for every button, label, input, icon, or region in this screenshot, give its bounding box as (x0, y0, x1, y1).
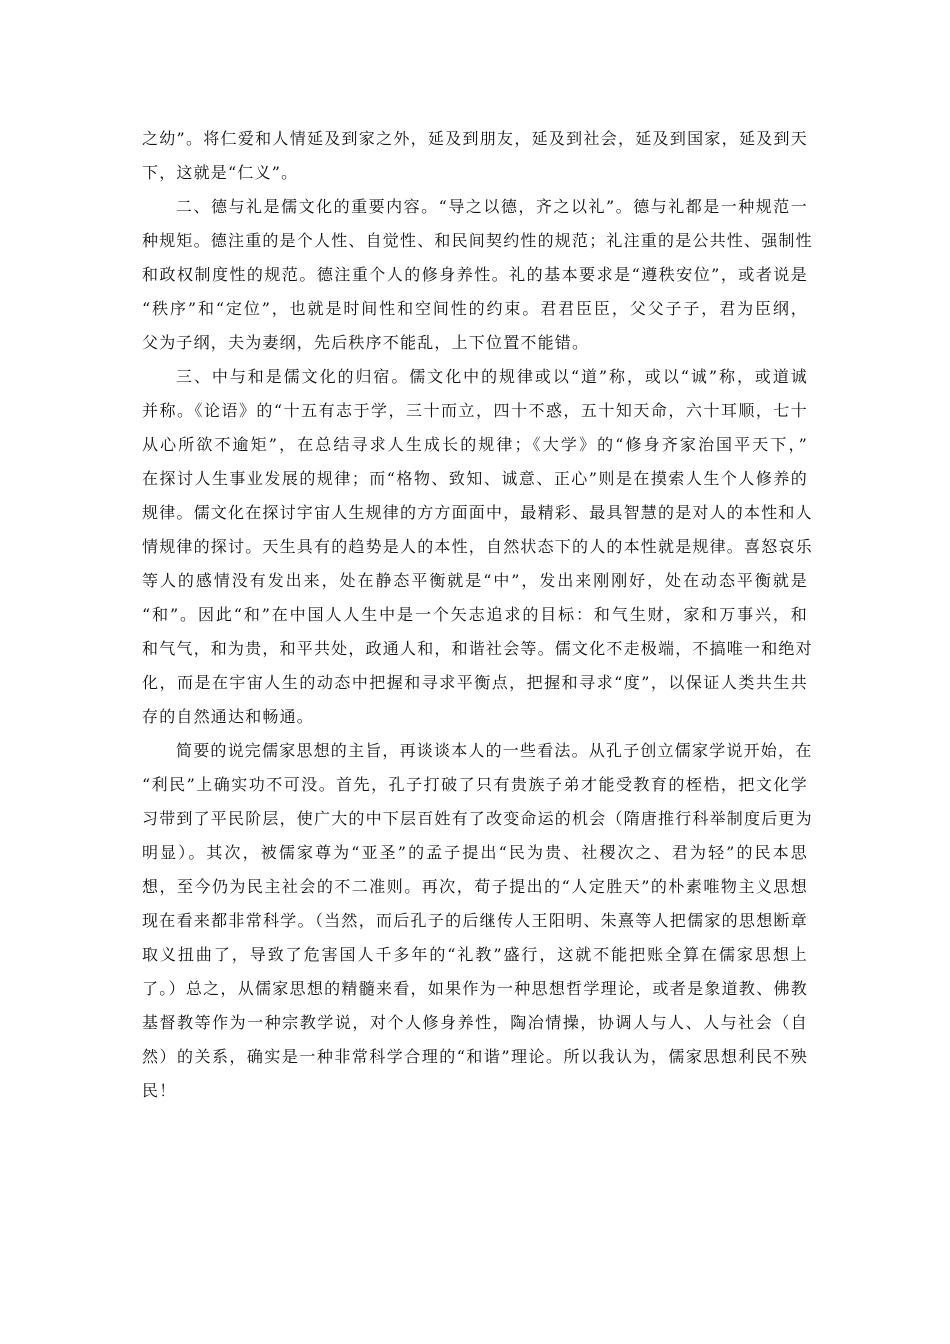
text-line: 规律。儒文化在探讨宇宙人生规律的方方面面中，最精彩、最具智慧的是对人的本性和人 (142, 503, 813, 522)
text-line: 并称。《论语》的“十五有志于学，三十而立，四十不惑，五十知天命，六十耳顺，七十 (142, 401, 808, 420)
text-line: 等人的感情没有发出来，处在静态平衡就是“中”，发出来刚刚好，处在动态平衡就是 (142, 571, 808, 590)
text-line: 在探讨人生事业发展的规律；而“格物、致知、诚意、正心”则是在摸索人生个人修养的 (142, 469, 808, 488)
paragraph-de-yu-li (142, 190, 813, 360)
text-line: 和气气，和为贵，和平共处，政通人和，和谐社会等。儒文化不走极端，不搞唯一和绝对 (142, 639, 813, 658)
text-line: 简要的说完儒家思想的主旨，再谈谈本人的一些看法。从孔子创立儒家学说开始，在 (176, 741, 813, 760)
text-line: 然）的关系，确实是一种非常科学合理的“和谐”理论。所以我认为，儒家思想利民不殃 (142, 1047, 808, 1066)
text-line: 父为子纲，夫为妻纲，先后秩序不能乱，上下位置不能错。 (142, 333, 590, 352)
text-line: 习带到了平民阶层，使广大的中下层百姓有了改变命运的机会（隋唐推行科举制度后更为 (142, 809, 813, 828)
text-line: 化，而是在宇宙人生的动态中把握和寻求平衡点，把握和寻求“度”，以保证人类共生共 (142, 673, 808, 692)
text-line: 三、中与和是儒文化的归宿。儒文化中的规律或以“道”称，或以“诚”称，或道诚 (176, 367, 808, 386)
paragraph-ren-yi-continued (142, 122, 808, 190)
text-line: 存的自然通达和畅通。 (142, 707, 315, 726)
text-line: “秩序”和“定位”，也就是时间性和空间性的约束。君君臣臣，父父子子，君为臣纲， (142, 299, 808, 318)
text-line: 之幼”。将仁爱和人情延及到家之外，延及到朋友，延及到社会，延及到国家，延及到天 (142, 129, 808, 148)
text-line: 和政权制度性的规范。德注重个人的修身养性。礼的基本要求是“遵秩安位”，或者说是 (142, 265, 808, 284)
text-line: “和”。因此“和”在中国人人生中是一个矢志追求的目标：和气生财，家和万事兴，和 (142, 605, 808, 624)
text-line: 现在看来都非常科学。（当然，而后孔子的后继传人王阳明、朱熹等人把儒家的思想断章 (142, 911, 808, 930)
text-line: 取义扭曲了，导致了危害国人千多年的“礼教”盛行，这就不能把账全算在儒家思想上 (142, 945, 808, 964)
text-line: 情规律的探讨。天生具有的趋势是人的本性，自然状态下的人的本性就是规律。喜怒哀乐 (142, 537, 813, 556)
text-line: 民！ (142, 1081, 177, 1100)
text-line: 从心所欲不逾矩”，在总结寻求人生成长的规律；《大学》的“修身齐家治国平天下，” (142, 435, 808, 454)
text-line: 基督教等作为一种宗教学说，对个人修身养性，陶冶情操，协调人与人、人与社会（自 (142, 1013, 808, 1032)
text-line: 明显）。其次，被儒家尊为“亚圣”的孟子提出“民为贵、社稷次之、君为轻”的民本思 (142, 843, 808, 862)
paragraph-personal-view (142, 734, 813, 1108)
text-line: 了。）总之，从儒家思想的精髓来看，如果作为一种思想哲学理论，或者是象道教、佛教 (142, 979, 808, 998)
text-line: 种规矩。德注重的是个人性、自觉性、和民间契约性的规范；礼注重的是公共性、强制性 (142, 231, 813, 250)
text-line: 下，这就是“仁义”。 (142, 163, 299, 182)
text-line: 二、德与礼是儒文化的重要内容。“导之以德，齐之以礼”。德与礼都是一种规范一 (176, 197, 808, 216)
paragraph-zhong-yu-he (142, 360, 813, 734)
text-line: 想，至今仍为民主社会的不二准则。再次，荀子提出的“人定胜天”的朴素唯物主义思想 (142, 877, 808, 896)
text-line: “利民”上确实功不可没。首先，孔子打破了只有贵族子弟才能受教育的桎梏，把文化学 (142, 775, 808, 794)
document-body (142, 122, 813, 1108)
